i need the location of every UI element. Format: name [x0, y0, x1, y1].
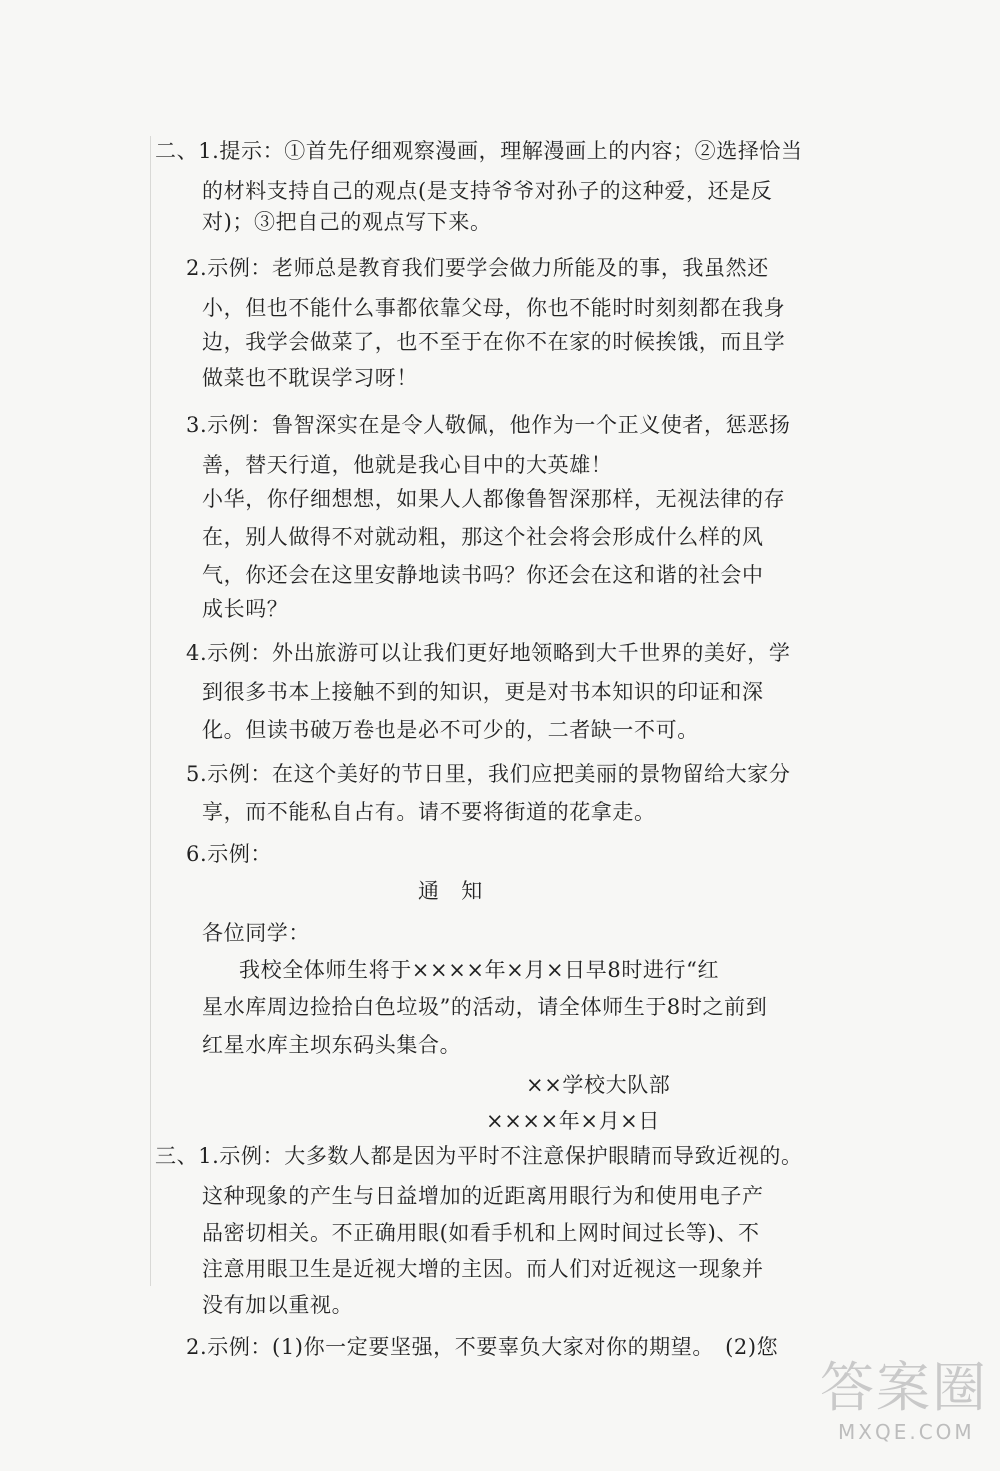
text-line: 化。但读书破万卷也是必不可少的，二者缺一不可。	[202, 718, 699, 742]
watermark-logo: 答案圈	[820, 1356, 988, 1419]
text-line: 享，而不能私自占有。请不要将街道的花拿走。	[202, 800, 656, 824]
text-line: 边，我学会做菜了，也不至于在你不在家的时候挨饿，而且学	[202, 330, 786, 354]
text-line: 6.示例：	[186, 842, 273, 866]
notice-signer: ××学校大队部	[526, 1073, 671, 1097]
text-line: 的材料支持自己的观点(是支持爷爷对孙子的这种爱，还是反	[202, 179, 773, 203]
notice-date: ××××年×月×日	[486, 1109, 660, 1133]
text-line: 成长吗？	[202, 597, 289, 621]
text-line: 星水库周边捡拾白色垃圾”的活动，请全体师生于8时之前到	[202, 995, 768, 1019]
text-line: 没有加以重视。	[202, 1293, 354, 1317]
text-line: 小，但也不能什么事都依靠父母，你也不能时时刻刻都在我身	[202, 296, 786, 320]
margin-rule	[150, 136, 151, 1286]
text-line: 小华，你仔细想想，如果人人都像鲁智深那样，无视法律的存	[202, 487, 786, 511]
text-line: 二、1.提示：①首先仔细观察漫画，理解漫画上的内容；②选择恰当	[155, 139, 803, 163]
text-line: 这种现象的产生与日益增加的近距离用眼行为和使用电子产	[202, 1184, 764, 1208]
text-line: 5.示例：在这个美好的节日里，我们应把美丽的景物留给大家分	[186, 762, 791, 786]
watermark-url: MXQE.COM	[838, 1420, 975, 1444]
text-line: 红星水库主坝东码头集合。	[202, 1033, 462, 1057]
text-line: 4.示例：外出旅游可以让我们更好地领略到大千世界的美好，学	[186, 641, 791, 665]
notice-title: 通 知	[418, 879, 483, 903]
text-line: 善，替天行道，他就是我心目中的大英雄！	[202, 453, 613, 477]
text-line: 在，别人做得不对就动粗，那这个社会将会形成什么样的风	[202, 525, 764, 549]
text-line: 三、1.示例：大多数人都是因为平时不注意保护眼睛而导致近视的。	[155, 1144, 803, 1168]
text-line: 2.示例：(1)你一定要坚强，不要辜负大家对你的期望。 (2)您	[186, 1335, 779, 1359]
text-line: 2.示例：老师总是教育我们要学会做力所能及的事，我虽然还	[186, 256, 769, 280]
text-line: 品密切相关。不正确用眼(如看手机和上网时间过长等)、不	[202, 1221, 760, 1245]
text-line: 注意用眼卫生是近视大增的主因。而人们对近视这一现象并	[202, 1257, 764, 1281]
text-line: 我校全体师生将于××××年×月×日早8时进行“红	[239, 958, 720, 982]
text-line: 3.示例：鲁智深实在是令人敬佩，他作为一个正义使者，惩恶扬	[186, 413, 791, 437]
site-watermark	[820, 1356, 988, 1456]
text-line: 做菜也不耽误学习呀！	[202, 366, 418, 390]
text-line: 对)；③把自己的观点写下来。	[202, 210, 492, 234]
text-line: 到很多书本上接触不到的知识，更是对书本知识的印证和深	[202, 680, 764, 704]
notice-salutation: 各位同学：	[202, 921, 310, 945]
text-line: 气，你还会在这里安静地读书吗？你还会在这和谐的社会中	[202, 563, 764, 587]
